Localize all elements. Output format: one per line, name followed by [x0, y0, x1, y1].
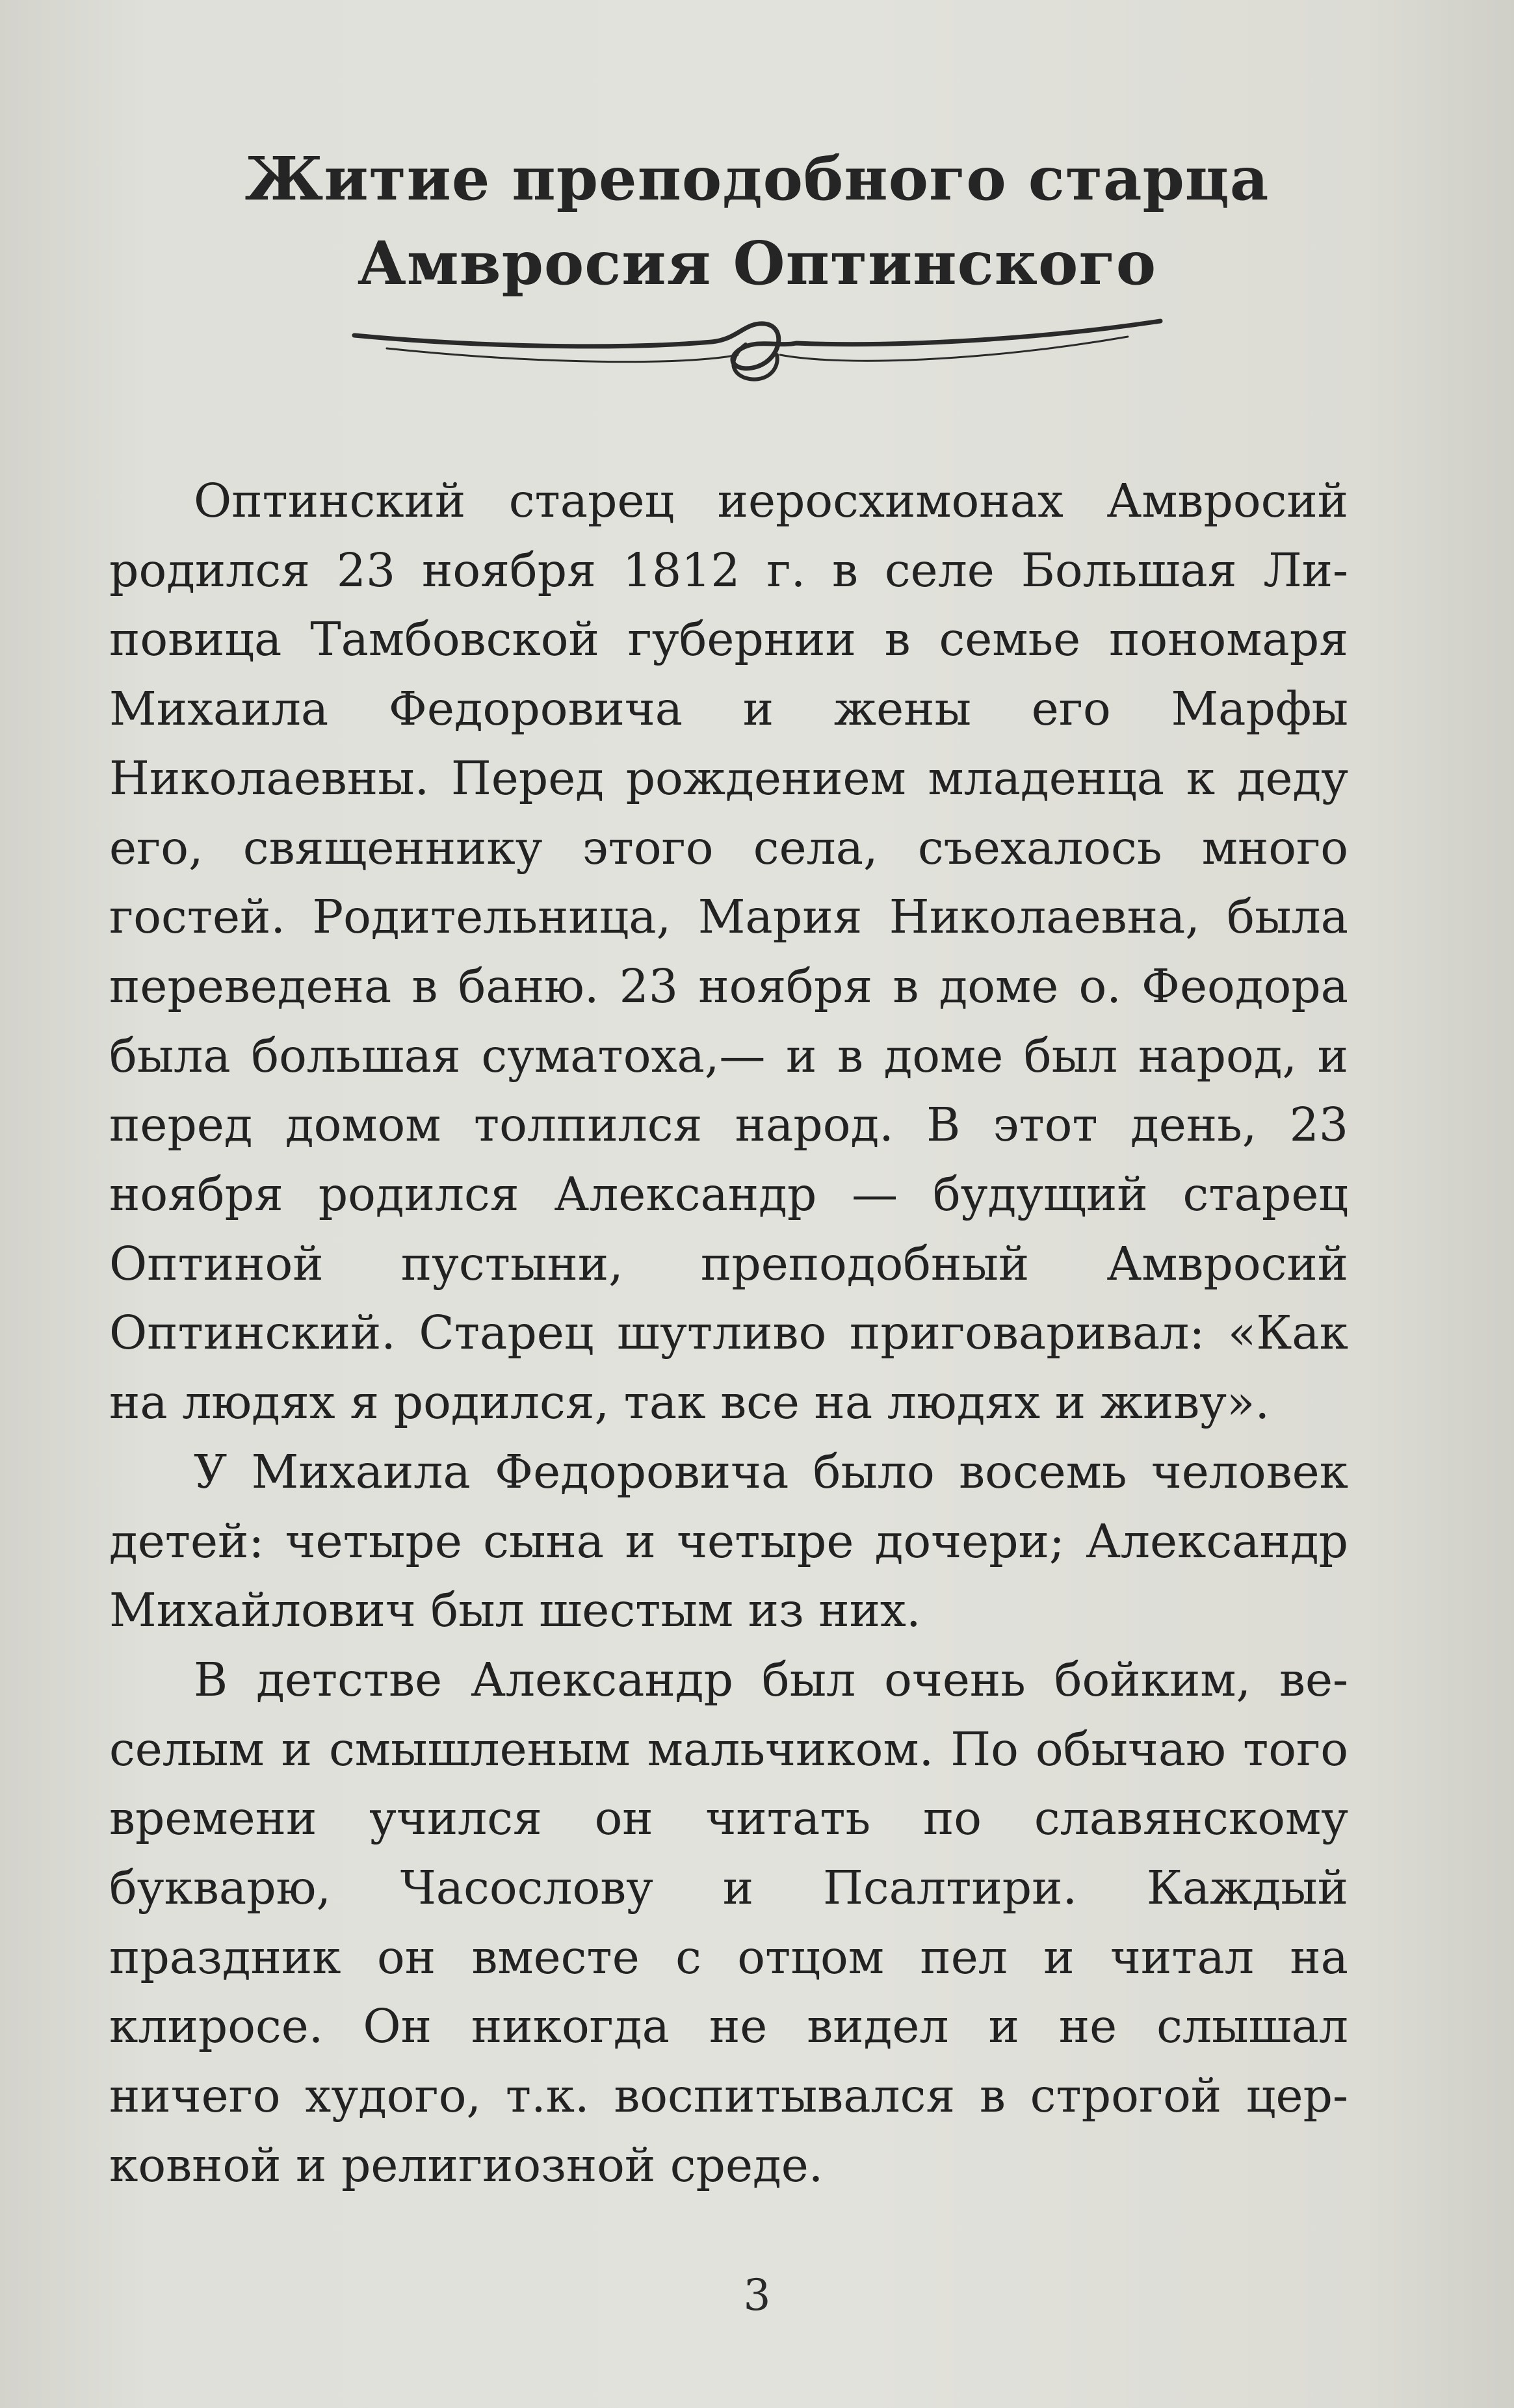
title-line-2: Амвросия Оптинского — [357, 228, 1157, 298]
paragraph-1: Оптинский старец иеросхимонах Амвросий родился 23 ноября 1812 г. в селе Большая Липовица Тамбовской губернии в семье пономаря Михаила Федоровича и жены его Марфы Николаевны. Перед рождением младенца к деду его, священнику этого села, съехалось много гостей. Родительница, Мария Николаевна, была переведена в баню. 23 ноября в доме о. Феодора была большая суматоха,— и в доме был народ, и перед домом толпился народ. В этот день, 23 ноября родился Александр — будущий старец Оптиной пустыни, преподобный Амвросий Оптинский. Старец шутливо приговаривал: «Как на людях я родился, так все на людях и живу». — [109, 474, 1348, 1430]
paragraph-3: В детстве Александр был очень бойким, веселым и смышленым мальчиком. По обычаю того времени учился он читать по славянскому букварю, Часослову и Псалтири. Каждый праздник он вместе с отцом пел и читал на клиросе. Он никогда не видел и не слышал ничего худого, т.к. воспитывался в строгой церковной и религиозной среде. — [109, 1652, 1348, 2192]
flourish-divider-icon — [348, 309, 1167, 394]
title-line-1: Житие преподобного старца — [244, 144, 1270, 214]
page-title — [0, 136, 1514, 305]
body-text — [109, 467, 1348, 2201]
paragraph-2: У Михаила Федоровича было восемь человек детей: четыре сына и четыре дочери; Александр Михайлович был шестым из них. — [109, 1444, 1348, 1638]
page-number: 3 — [743, 2270, 771, 2320]
